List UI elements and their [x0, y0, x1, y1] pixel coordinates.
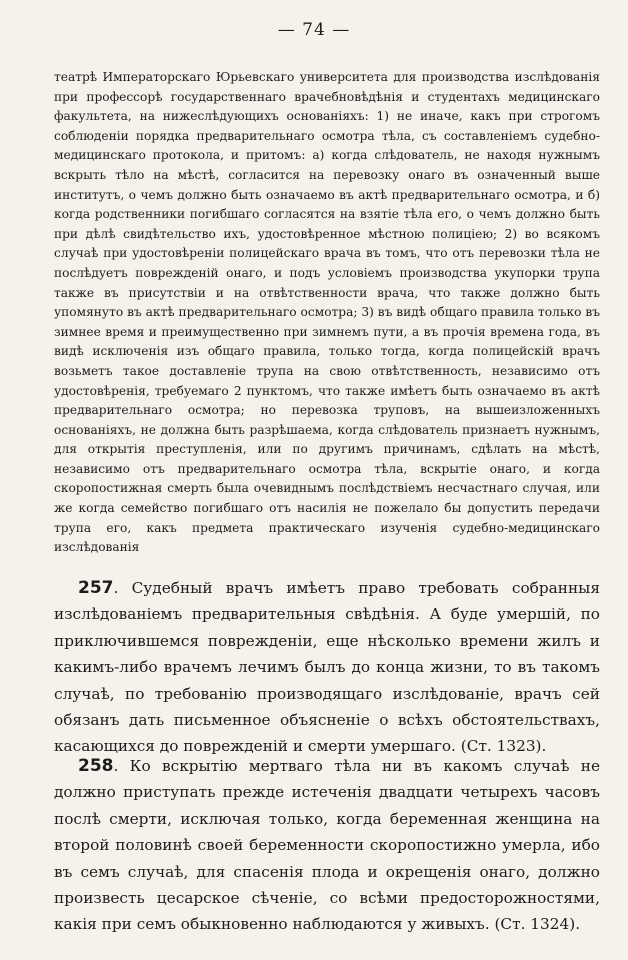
- page-number: — 74 —: [277, 20, 351, 40]
- article-paragraph: [54, 753, 600, 938]
- article-257: [54, 575, 600, 760]
- article-text: . Ко вскрытію мертваго тѣла ни въ какомъ случаѣ не должно приступать прежде истеченія двадцати четырехъ часовъ послѣ смерти, исключая только, когда беременная женщина на второй половинѣ своей беременности скоропостижно умерла, ибо въ семъ случаѣ, для спасенія плода и окрещенія онаго, должно произвесть цесарское сѣченіе, со всѣми предосторожностями, какія при семъ обыкновенно наблюдаются у живыхъ. (Ст. 1324).: [54, 757, 600, 934]
- article-258: [54, 753, 600, 938]
- article-number: 257: [78, 578, 114, 598]
- article-number: 258: [78, 756, 114, 776]
- continuation-paragraph: [54, 68, 600, 558]
- article-paragraph: [54, 575, 600, 760]
- article-text: . Судебный врачъ имѣетъ право требовать собранныя изслѣдованіемъ предварительныя свѣдѣнія. А буде умершій, по приключившемся поврежденіи, еще нѣсколько времени жилъ и какимъ-либо врачемъ лечимъ былъ до конца жизни, то въ такомъ случаѣ, по требованію производящаго изслѣдованіе, врачъ сей обязанъ дать письменное объясненіе о всѣхъ обстоятельствахъ, касающихся до поврежденій и смерти умершаго. (Ст. 1323).: [54, 579, 600, 756]
- continuation-text: театрѣ Императорскаго Юрьевскаго университета для производства изслѣдованія при профессорѣ государственнаго врачебновѣдѣнія и студентахъ медицинскаго факультета, на нижеслѣдующихъ основаніяхъ: 1) не иначе, какъ при строгомъ соблюденіи порядка предварительнаго осмотра тѣла, съ составленіемъ судебно-медицинскаго протокола, и притомъ: а) когда слѣдователь, не находя нужнымъ вскрыть тѣло на мѣстѣ, согласится на перевозку онаго въ означенный выше институтъ, о чемъ должно быть означаемо въ актѣ предварительнаго осмотра, и б) когда родственники погибшаго согласятся на взятіе тѣла его, о чемъ должно быть при дѣлѣ свидѣтельство ихъ, удостовѣренное мѣстною полиціею; 2) во всякомъ случаѣ при удостовѣреніи полицейскаго врача въ томъ, что отъ перевозки тѣла не послѣдуетъ поврежденій онаго, и подъ условіемъ производства укупорки трупа также въ присутствіи и на отвѣтственности врача, что также должно быть упомянуто въ актѣ предварительнаго осмотра; 3) въ видѣ общаго правила только въ зимнее время и преимущественно при зимнемъ пути, а въ прочія времена года, въ видѣ исключенія изъ общаго правила, только тогда, когда полицейскій врачъ возьметъ такое доставленіе трупа на свою отвѣтственность, независимо отъ удостовѣренія, требуемаго 2 пунктомъ, что также имѣетъ быть означаемо въ актѣ предварительнаго осмотра; но перевозка труповъ, на вышеизложенныхъ основаніяхъ, не должна быть разрѣшаема, когда слѣдователь признаетъ нужнымъ, для открытія преступленія, или по другимъ причинамъ, сдѣлать на мѣстѣ, независимо отъ предварительнаго осмотра тѣла, вскрытіе онаго, и когда скоропостижная смерть была очевиднымъ послѣдствіемъ несчастнаго случая, или же когда семейство погибшаго отъ насилія не пожелало бы допустить передачи трупа его, какъ предмета практическаго изученія судебно-медицинскаго изслѣдованія: [54, 70, 600, 555]
